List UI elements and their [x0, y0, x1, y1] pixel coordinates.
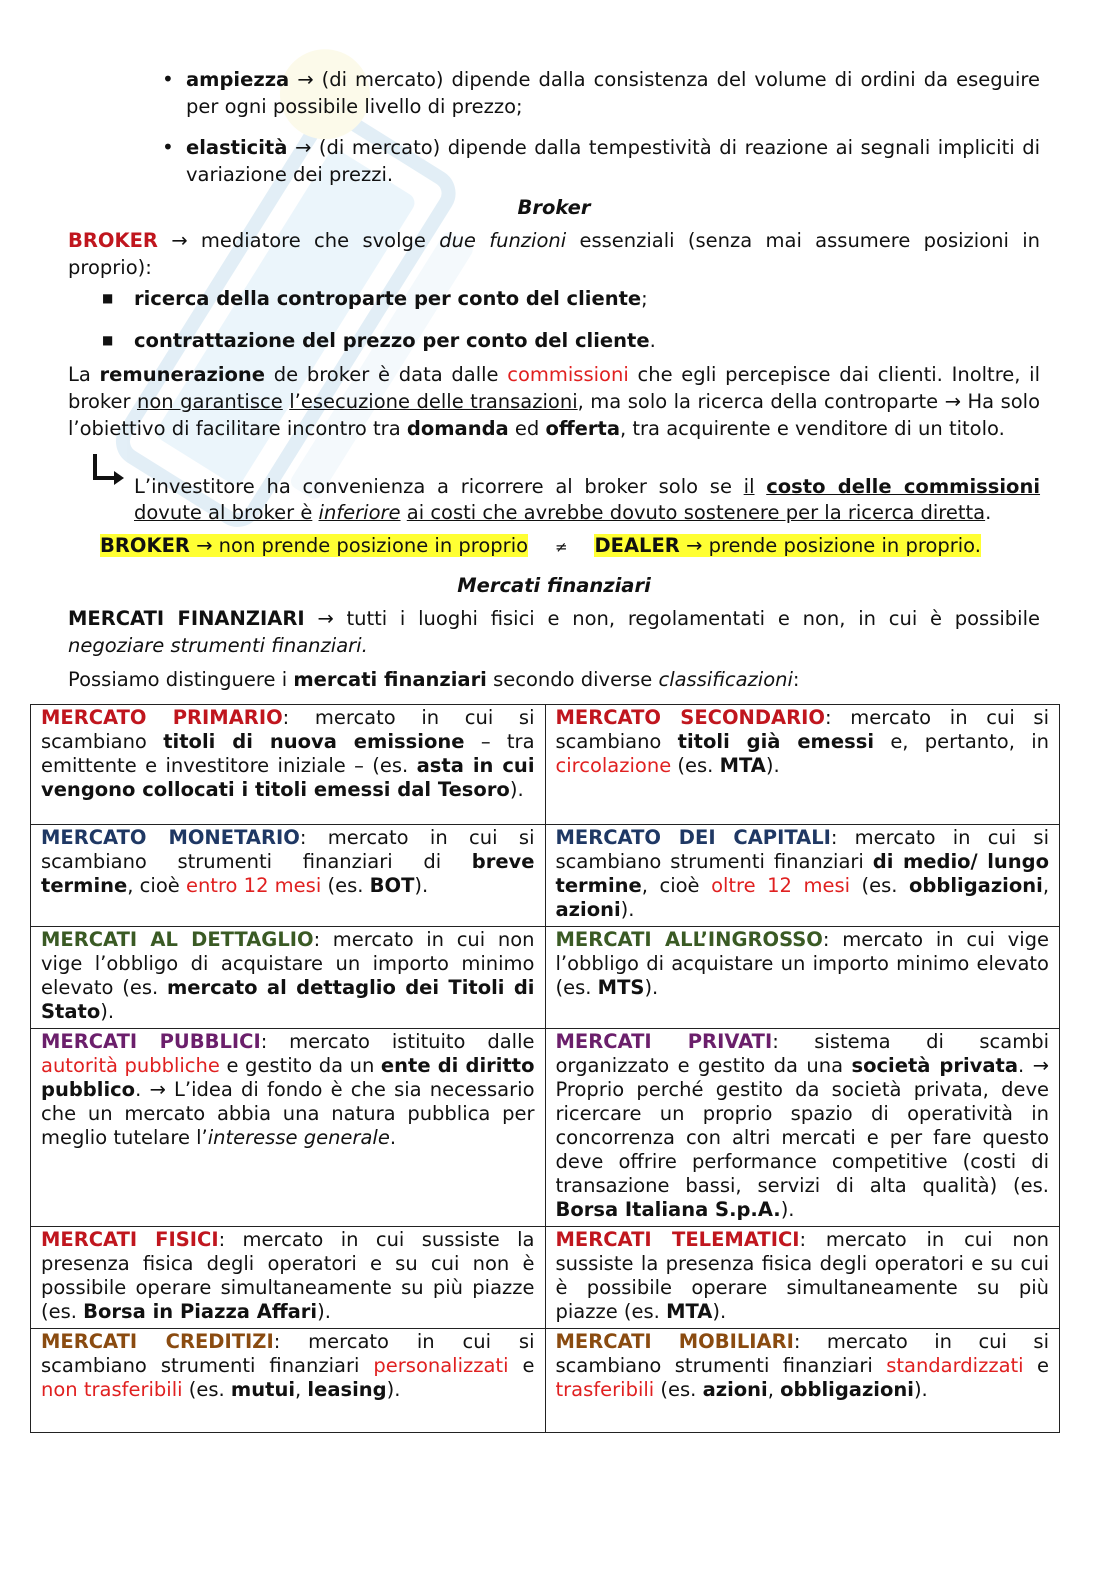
bullet-text: (di mercato) dipende dalla tempestività di reazione ai segnali impliciti di variazione dei prezzi. [186, 136, 1040, 186]
investor-note: L’investitore ha convenienza a ricorrere al broker solo se il costo delle commissioni dovute al broker è inferiore ai costi che avrebbe dovuto sostenere per la ricerca diretta. [134, 475, 1041, 524]
bullet-elasticita: elasticità → (di mercato) dipende dalla tempestività di reazione ai segnali impliciti di variazione dei prezzi. [186, 136, 1040, 186]
table-cell-secondario: MERCATO SECONDARIO: mercato in cui si scambiano titoli già emessi e, pertanto, in circolazione (es. MTA). [545, 705, 1060, 825]
not-equal-symbol: ≠ [554, 538, 568, 556]
table-cell-capitali: MERCATO DEI CAPITALI: mercato in cui si scambiano strumenti finanziari di medio/ lungo termine, cioè oltre 12 mesi (es. obbligazioni, azioni). [545, 825, 1060, 927]
table-row [31, 1029, 1060, 1227]
classification-intro: Possiamo distinguere i mercati finanziari secondo diverse classificazioni: [68, 668, 800, 691]
table-row [31, 1329, 1060, 1433]
remuneration-paragraph: La remunerazione de broker è data dalle commissioni che egli percepisce dai clienti. Inoltre, il broker non garantisce l’esecuzione delle transazioni, ma solo la ricerca della controparte → Ha solo l’obiettivo di facilitare incontro tra domanda ed offerta, tra acquirente e venditore di un titolo. [68, 363, 1041, 440]
market-classification-table [30, 704, 1060, 1433]
table-cell-monetario: MERCATO MONETARIO: mercato in cui si scambiano strumenti finanziari di breve termine, cioè entro 12 mesi (es. BOT). [31, 825, 546, 927]
table-row [31, 705, 1060, 825]
broker-term: BROKER [68, 229, 158, 252]
dealer-highlight: DEALER → prende posizione in proprio. [594, 534, 981, 557]
table-cell-telematici: MERCATI TELEMATICI: mercato in cui non sussiste la presenza fisica degli operatori e su cui è possibile operare simultaneamente su più piazze (es. MTA). [545, 1227, 1060, 1329]
broker-definition: BROKER → mediatore che svolge due funzioni essenziali (senza mai assumere posizioni in proprio): [68, 229, 1040, 279]
table-row [31, 825, 1060, 927]
square-bullet-icon: ■ [102, 333, 114, 347]
square-bullet-icon: ■ [102, 291, 114, 305]
table-cell-creditizi: MERCATI CREDITIZI: mercato in cui si scambiano strumenti finanziari personalizzati e non trasferibili (es. mutui, leasing). [31, 1329, 546, 1433]
broker-highlight: BROKER → non prende posizione in proprio [100, 534, 529, 557]
bullet-dot-icon: • [162, 67, 174, 91]
broker-function-item: ricerca della controparte per conto del cliente; [134, 287, 648, 310]
table-cell-fisici: MERCATI FISICI: mercato in cui sussiste la presenza fisica degli operatori e su cui non è possibile operare simultaneamente su più piazze (es. Borsa in Piazza Affari). [31, 1227, 546, 1329]
bullet-dot-icon: • [162, 135, 174, 159]
broker-dealer-comparison [100, 532, 981, 561]
table-cell-dettaglio: MERCATI AL DETTAGLIO: mercato in cui non vige l’obbligo di acquistare un importo minimo elevato (es. mercato al dettaglio dei Titoli di Stato). [31, 927, 546, 1029]
bullet-term: ampiezza [186, 68, 290, 91]
bullet-term: elasticità [186, 136, 288, 159]
bullet-ampiezza: ampiezza → (di mercato) dipende dalla consistenza del volume di ordini da eseguire per ogni possibile livello di prezzo; [186, 68, 1040, 118]
table-cell-pubblici: MERCATI PUBBLICI: mercato istituito dalle autorità pubbliche e gestito da un ente di diritto pubblico. → L’idea di fondo è che sia necessario che un mercato abbia una natura pubblica per meglio tutelare l’interesse generale. [31, 1029, 546, 1227]
return-arrow-icon [88, 452, 128, 488]
bullet-text: (di mercato) dipende dalla consistenza del volume di ordini da eseguire per ogni possibile livello di prezzo; [186, 68, 1040, 118]
broker-function-item: contrattazione del prezzo per conto del cliente. [134, 329, 656, 352]
table-cell-primario: MERCATO PRIMARIO: mercato in cui si scambiano titoli di nuova emissione – tra emittente e investitore iniziale – (es. asta in cui vengono collocati i titoli emessi dal Tesoro). [31, 705, 546, 825]
table-row [31, 1227, 1060, 1329]
section-heading-markets: Mercati finanziari [457, 574, 651, 597]
table-cell-privati: MERCATI PRIVATI: sistema di scambi organizzato e gestito da una società privata. → Proprio perché gestito da società privata, deve ricercare un proprio spazio di operatività in concorrenza con altri mercati e per fare questo deve offrire performance competitive (costi di transazione bassi, servizi di alta qualità) (es. Borsa Italiana S.p.A.). [545, 1029, 1060, 1227]
table-cell-mobiliari: MERCATI MOBILIARI: mercato in cui si scambiano strumenti finanziari standardizzati e trasferibili (es. azioni, obbligazioni). [545, 1329, 1060, 1433]
table-row [31, 927, 1060, 1029]
markets-definition: MERCATI FINANZIARI → tutti i luoghi fisici e non, regolamentati e non, in cui è possibile negoziare strumenti finanziari. [68, 607, 1041, 657]
section-heading-broker: Broker [517, 196, 591, 219]
table-cell-ingrosso: MERCATI ALL’INGROSSO: mercato in cui vige l’obbligo di acquistare un importo minimo elevato (es. MTS). [545, 927, 1060, 1029]
